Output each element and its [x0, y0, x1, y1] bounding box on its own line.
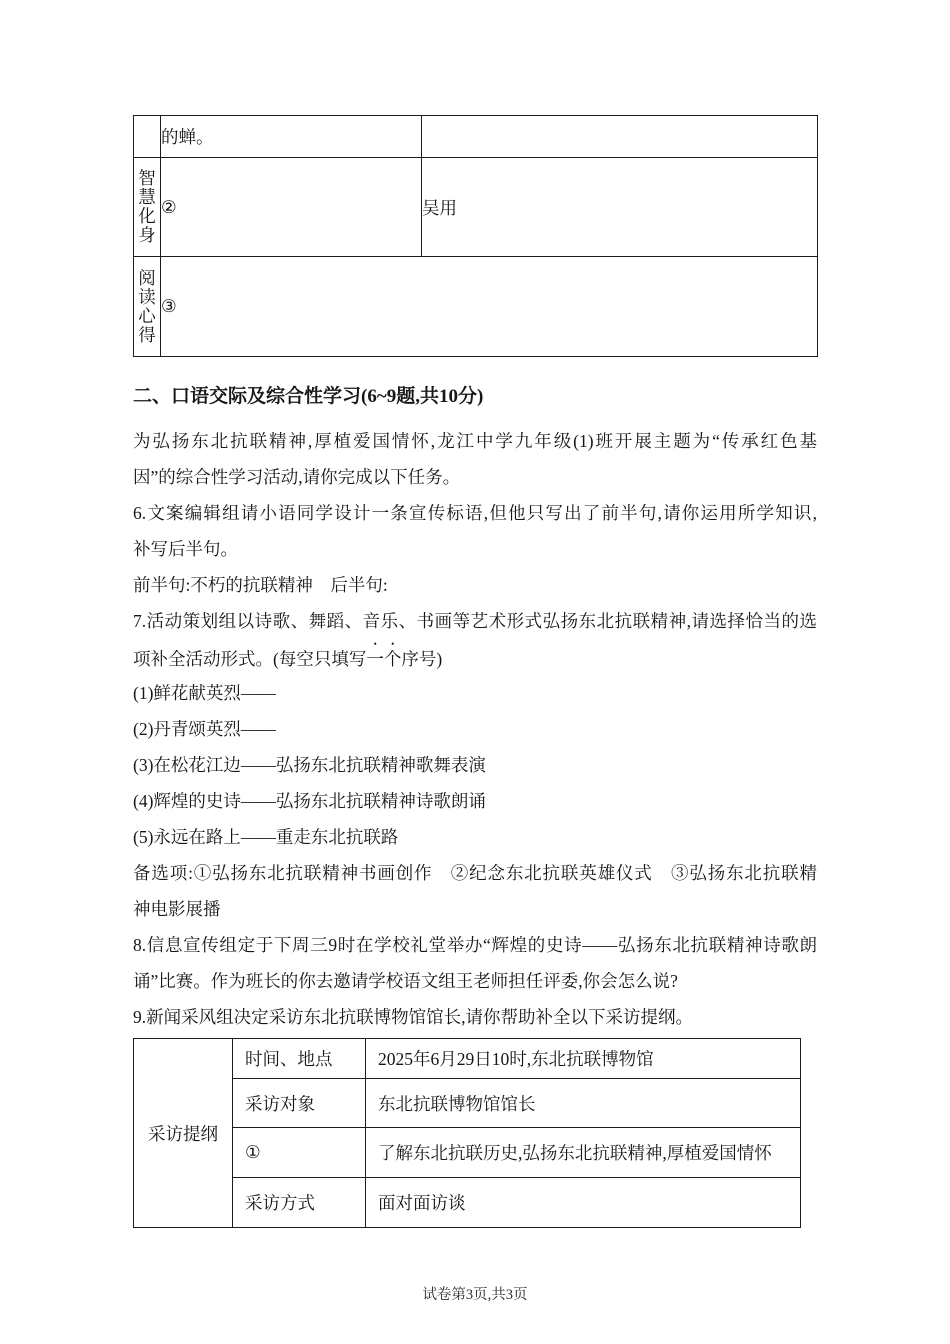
interview-table — [133, 1038, 801, 1228]
q8-line-2: 诵”比赛。作为班长的你去邀请学校语文组王老师担任评委,你会怎么说? — [133, 971, 678, 991]
intro-line-1: 为弘扬东北抗联精神,厚植爱国情怀,龙江中学九年级(1)班开展主题为“传承红色基 — [133, 431, 817, 451]
interview-row4-value: 面对面访谈 — [366, 1178, 801, 1228]
question-body — [133, 423, 817, 1035]
table-row — [134, 116, 818, 158]
q8-line-1: 8.信息宣传组定于下周三9时在学校礼堂举办“辉煌的史诗——弘扬东北抗联精神诗歌朗 — [133, 935, 817, 955]
interview-row1-key: 时间、地点 — [233, 1039, 366, 1079]
top-table — [133, 115, 818, 357]
q7-options-line-2: 神电影展播 — [133, 899, 221, 919]
q7-item-5: (5)永远在路上——重走东北抗联路 — [133, 827, 399, 847]
top-table-row2-item: ② — [161, 158, 422, 257]
top-table-row3-side: 阅读心得 — [134, 257, 161, 357]
q7-options-line-1: 备选项:①弘扬东北抗联精神书画创作 ②纪念东北抗联英雄仪式 ③弘扬东北抗联精 — [133, 863, 817, 883]
table-row — [134, 1039, 801, 1079]
interview-row4-key: 采访方式 — [233, 1178, 366, 1228]
q6-fill-line: 前半句:不朽的抗联精神 后半句: — [133, 575, 388, 595]
interview-row3-key: ① — [233, 1128, 366, 1178]
intro-line-2: 因”的综合性学习活动,请你完成以下任务。 — [133, 467, 461, 487]
q9-line: 9.新闻采风组决定采访东北抗联博物馆馆长,请你帮助补全以下采访提纲。 — [133, 1007, 693, 1027]
interview-row2-value: 东北抗联博物馆馆长 — [366, 1079, 801, 1128]
q7-item-3: (3)在松花江边——弘扬东北抗联精神歌舞表演 — [133, 755, 486, 775]
q7-emphasis-text: 一个 — [366, 649, 402, 669]
top-table-row2-answer: 吴用 — [422, 158, 818, 257]
interview-row1-value: 2025年6月29日10时,东北抗联博物馆 — [366, 1039, 801, 1079]
interview-row2-key: 采访对象 — [233, 1079, 366, 1128]
top-table-row2-side: 智慧化身 — [134, 158, 161, 257]
q7-line-2-pre: 项补全活动形式。(每空只填写 — [133, 649, 367, 669]
q6-line-2: 补写后半句。 — [133, 539, 238, 559]
table-row — [134, 158, 818, 257]
top-table-row1-answer — [422, 116, 818, 158]
q7-line-2 — [133, 639, 817, 675]
table-row — [134, 1178, 801, 1228]
q7-item-4: (4)辉煌的史诗——弘扬东北抗联精神诗歌朗诵 — [133, 791, 486, 811]
interview-table-side-label: 采访提纲 — [134, 1039, 233, 1228]
q7-line-1: 7.活动策划组以诗歌、舞蹈、音乐、书画等艺术形式弘扬东北抗联精神,请选择恰当的选 — [133, 611, 817, 631]
table-row — [134, 1128, 801, 1178]
interview-row3-value: 了解东北抗联历史,弘扬东北抗联精神,厚植爱国情怀 — [366, 1128, 801, 1178]
q7-item-2: (2)丹青颂英烈—— — [133, 719, 276, 739]
q6-line-1: 6.文案编辑组请小语同学设计一条宣传标语,但他只写出了前半句,请你运用所学知识, — [133, 503, 817, 523]
table-row — [134, 1079, 801, 1128]
q7-item-1: (1)鲜花献英烈—— — [133, 683, 276, 703]
section-heading: 二、口语交际及综合性学习(6~9题,共10分) — [133, 386, 484, 407]
top-table-row1-item: 的蝉。 — [161, 116, 422, 158]
q7-line-2-post: 序号) — [401, 649, 443, 669]
top-table-row1-side — [134, 116, 161, 158]
table-row — [134, 257, 818, 357]
top-table-row3-item: ③ — [161, 257, 818, 357]
page-number-footer: 试卷第3页,共3页 — [422, 1287, 528, 1303]
